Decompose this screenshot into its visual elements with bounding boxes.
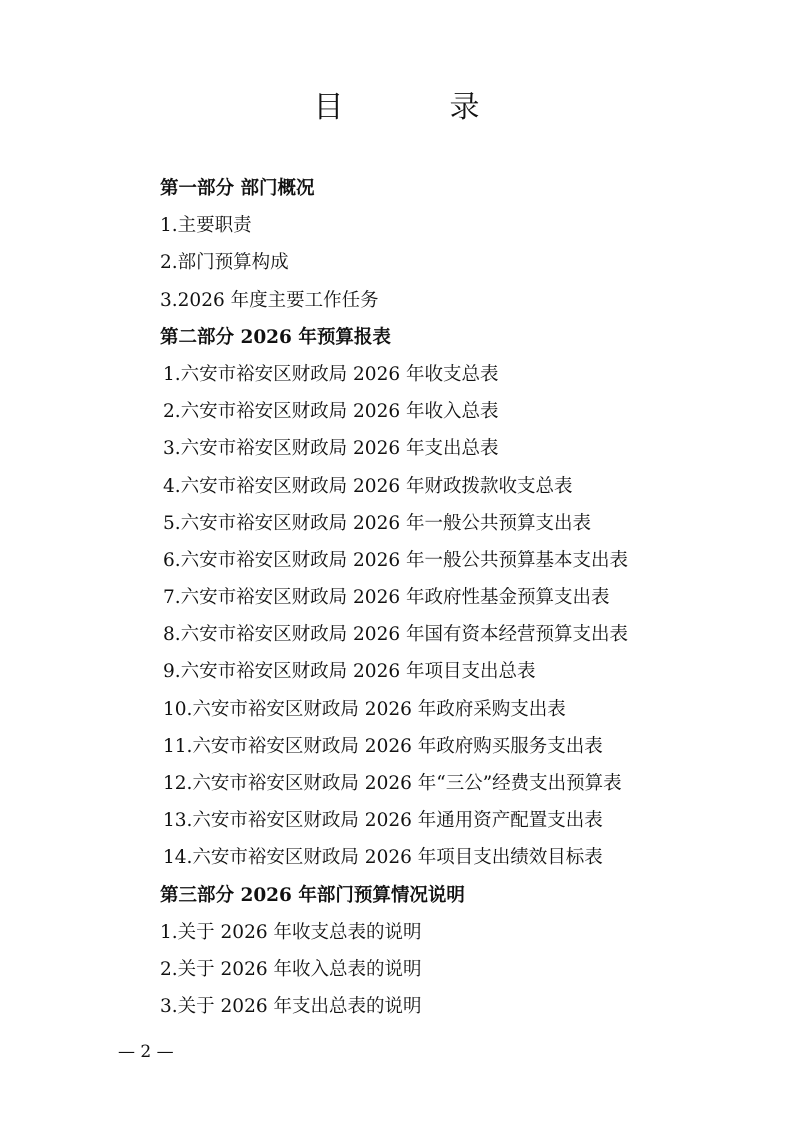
toc-section-heading-part2: 第二部分 2026 年预算报表 [160,326,391,348]
toc-item: 9.六安市裕安区财政局 2026 年项目支出总表 [163,661,536,683]
toc-item: 11.六安市裕安区财政局 2026 年政府购买服务支出表 [163,735,603,757]
page-title: 目 录 [313,90,518,125]
toc-item: 2.部门预算构成 [160,252,289,274]
toc-item: 10.六安市裕安区财政局 2026 年政府采购支出表 [163,698,566,720]
toc-item: 1.关于 2026 年收支总表的说明 [160,921,422,943]
toc-item: 3.2026 年度主要工作任务 [160,289,379,311]
toc-item: 5.六安市裕安区财政局 2026 年一般公共预算支出表 [163,512,591,534]
toc-item: 1.六安市裕安区财政局 2026 年收支总表 [163,363,499,385]
toc-item: 7.六安市裕安区财政局 2026 年政府性基金预算支出表 [163,587,610,609]
page-number: — 2 — [118,1042,174,1062]
toc-item: 3.关于 2026 年支出总表的说明 [160,996,422,1018]
toc-item: 2.关于 2026 年收入总表的说明 [160,958,422,980]
toc-item: 3.六安市裕安区财政局 2026 年支出总表 [163,438,499,460]
toc-item: 8.六安市裕安区财政局 2026 年国有资本经营预算支出表 [163,624,628,646]
toc-item: 1.主要职责 [160,215,252,237]
toc-item: 12.六安市裕安区财政局 2026 年“三公”经费支出预算表 [163,773,622,794]
toc-item: 4.六安市裕安区财政局 2026 年财政拨款收支总表 [163,475,573,497]
table-of-contents [160,170,760,1025]
toc-item: 13.六安市裕安区财政局 2026 年通用资产配置支出表 [163,810,603,832]
toc-item: 14.六安市裕安区财政局 2026 年项目支出绩效目标表 [163,847,603,869]
toc-section-heading-part3: 第三部分 2026 年部门预算情况说明 [160,884,465,906]
toc-item: 2.六安市裕安区财政局 2026 年收入总表 [163,401,499,423]
toc-item: 6.六安市裕安区财政局 2026 年一般公共预算基本支出表 [163,549,628,571]
toc-section-heading-part1: 第一部分 部门概况 [160,178,315,199]
